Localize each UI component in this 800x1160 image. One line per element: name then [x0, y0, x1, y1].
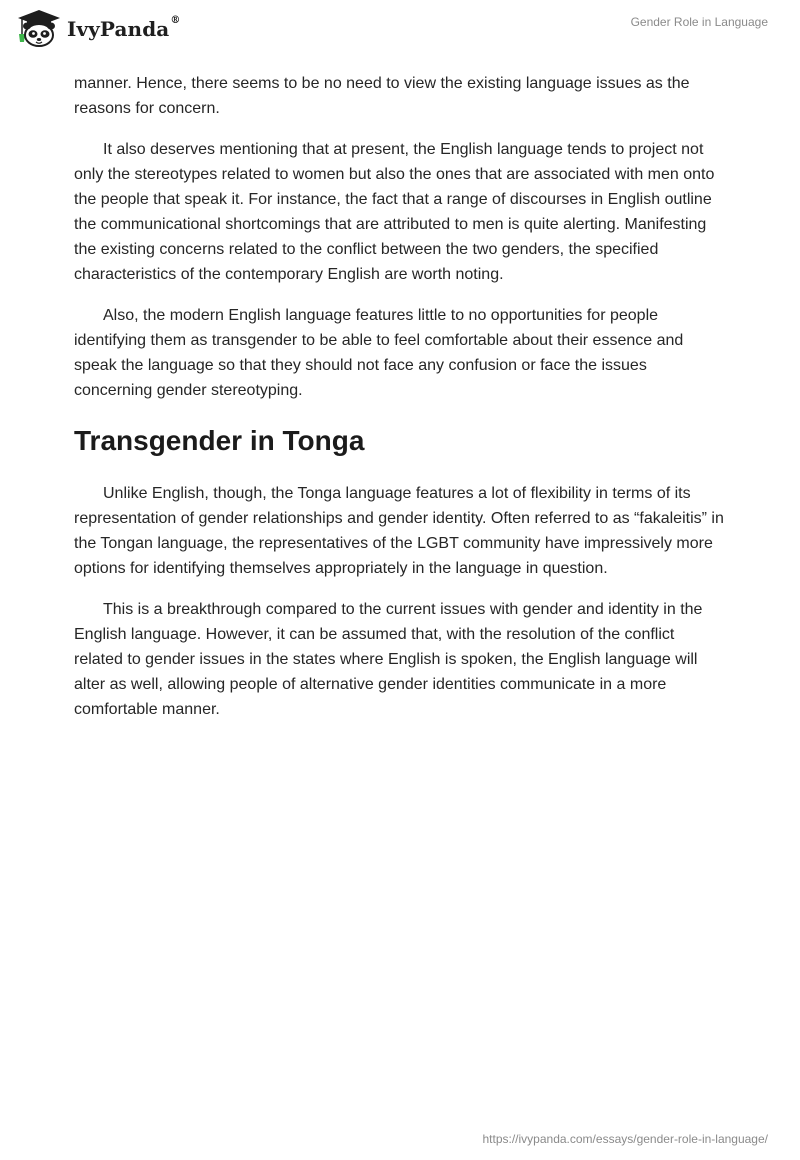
- paragraph: It also deserves mentioning that at present, the English language tends to project not only the stereotypes related to women but also the ones that are associated with men onto the people that speak it. For instance, the fact that a range of discourses in English outline the communicational shortcomings that are attributed to men is quite alerting. Manifesting the existing concerns related to the conflict between the two genders, the specified characteristics of the contemporary English are worth noting.: [74, 141, 715, 283]
- paragraph: This is a breakthrough compared to the current issues with gender and identity in the English language. However, it can be assumed that, with the resolution of the conflict related to gender issues in the states where English is spoken, the English language will alter as well, allowing people of alternative gender identities communicate in a more comfortable manner.: [74, 601, 703, 718]
- paragraph: Also, the modern English language features little to no opportunities for people identifying them as transgender to be able to feel comfortable about their essence and speak the language so that they should not face any confusion or face the issues concerning gender stereotyping.: [74, 307, 684, 399]
- page-header: [0, 0, 800, 60]
- paragraph-continued: manner. Hence, there seems to be no need to view the existing language issues as the reasons for concern.: [74, 75, 690, 117]
- paragraph: Unlike English, though, the Tonga language features a lot of flexibility in terms of its representation of gender relationships and gender identity. Often referred to as “fakaleitis” in the Tongan language, the representatives of the LGBT community have impressively more options for identifying themselves appropriately in the language in question.: [74, 485, 724, 577]
- essay-content: [74, 71, 724, 738]
- source-url[interactable]: https://ivypanda.com/essays/gender-role-in-language/: [482, 1132, 768, 1146]
- document-title: Gender Role in Language: [630, 15, 768, 29]
- logo-text: IvyPanda®: [67, 15, 181, 41]
- section-heading: Transgender in Tonga: [74, 425, 365, 456]
- ivypanda-logo[interactable]: [16, 8, 180, 48]
- registered-mark: ®: [170, 15, 181, 26]
- panda-graduation-cap-icon: [16, 8, 62, 48]
